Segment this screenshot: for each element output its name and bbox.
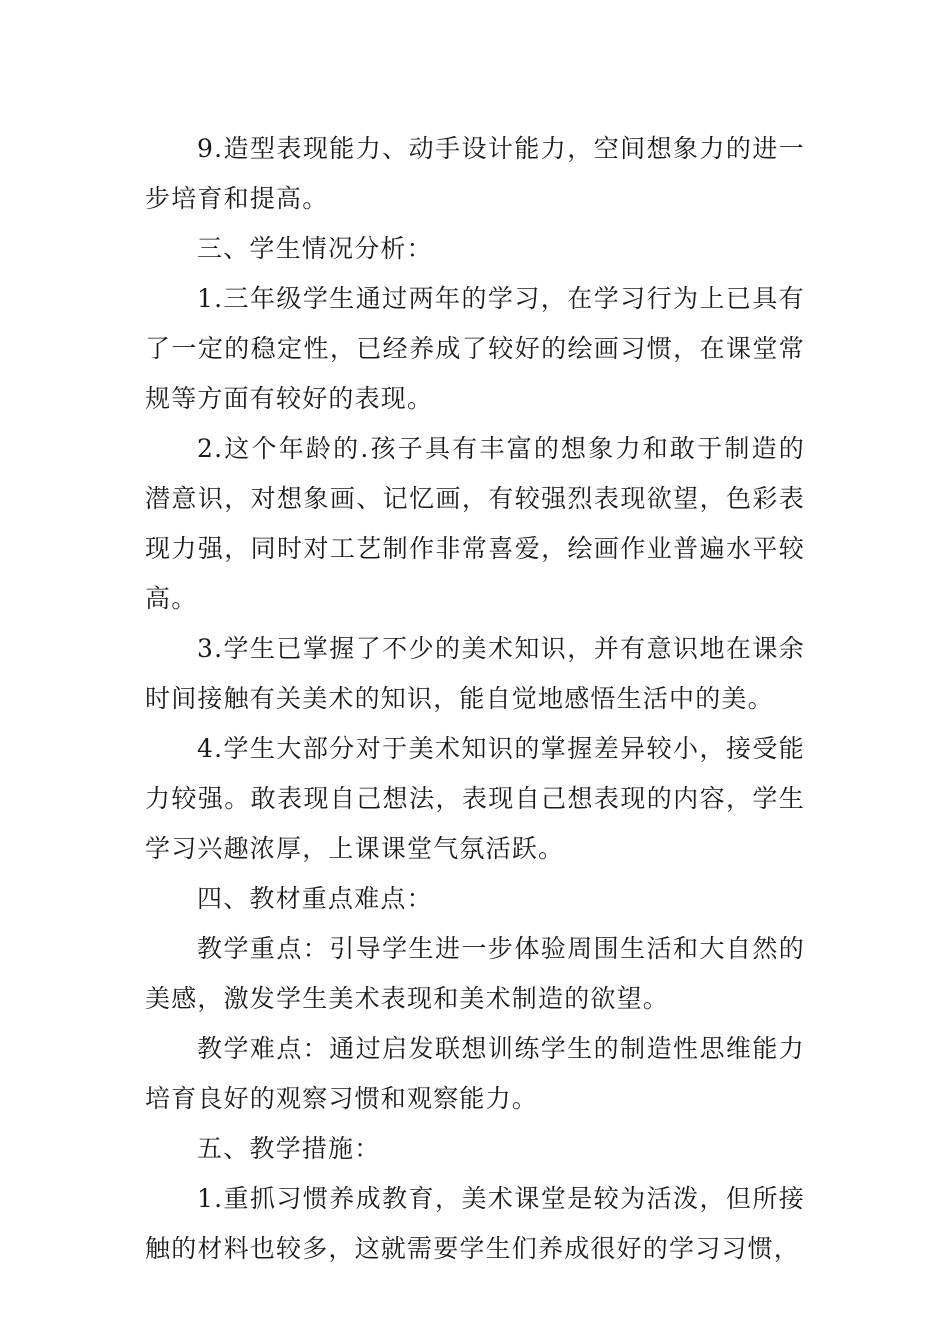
paragraph-measure-1: 1.重抓习惯养成教育，美术课堂是较为活泼，但所接触的材料也较多，这就需要学生们养成很好的学习习惯， [145, 1184, 805, 1263]
paragraph-item-9: 9.造型表现能力、动手设计能力，空间想象力的进一步培育和提高。 [145, 134, 805, 213]
paragraph-item-3: 3.学生已掌握了不少的美术知识，并有意识地在课余时间接触有关美术的知识，能自觉地感悟生活中的美。 [145, 634, 805, 713]
paragraph-teaching-difficulty: 教学难点：通过启发联想训练学生的制造性思维能力培育良好的观察习惯和观察能力。 [145, 1034, 805, 1113]
paragraph-item-2: 2.这个年龄的.孩子具有丰富的想象力和敢于制造的潜意识，对想象画、记忆画，有较强烈表现欲望，色彩表现力强，同时对工艺制作非常喜爱，绘画作业普遍水平较高。 [145, 434, 805, 613]
paragraph-item-1: 1.三年级学生通过两年的学习，在学习行为上已具有了一定的稳定性，已经养成了较好的绘画习惯，在课堂常规等方面有较好的表现。 [145, 284, 805, 413]
paragraph-item-4: 4.学生大部分对于美术知识的掌握差异较小，接受能力较强。敢表现自己想法，表现自己想表现的内容，学生学习兴趣浓厚，上课课堂气氛活跃。 [145, 734, 805, 863]
paragraph-teaching-focus: 教学重点：引导学生进一步体验周围生活和大自然的美感，激发学生美术表现和美术制造的欲望。 [145, 934, 805, 1013]
section-heading-student-analysis: 三、学生情况分析： [197, 234, 433, 263]
section-heading-measures: 五、教学措施： [197, 1134, 381, 1163]
document-body [145, 124, 805, 1274]
section-heading-key-points: 四、教材重点难点： [197, 884, 433, 913]
